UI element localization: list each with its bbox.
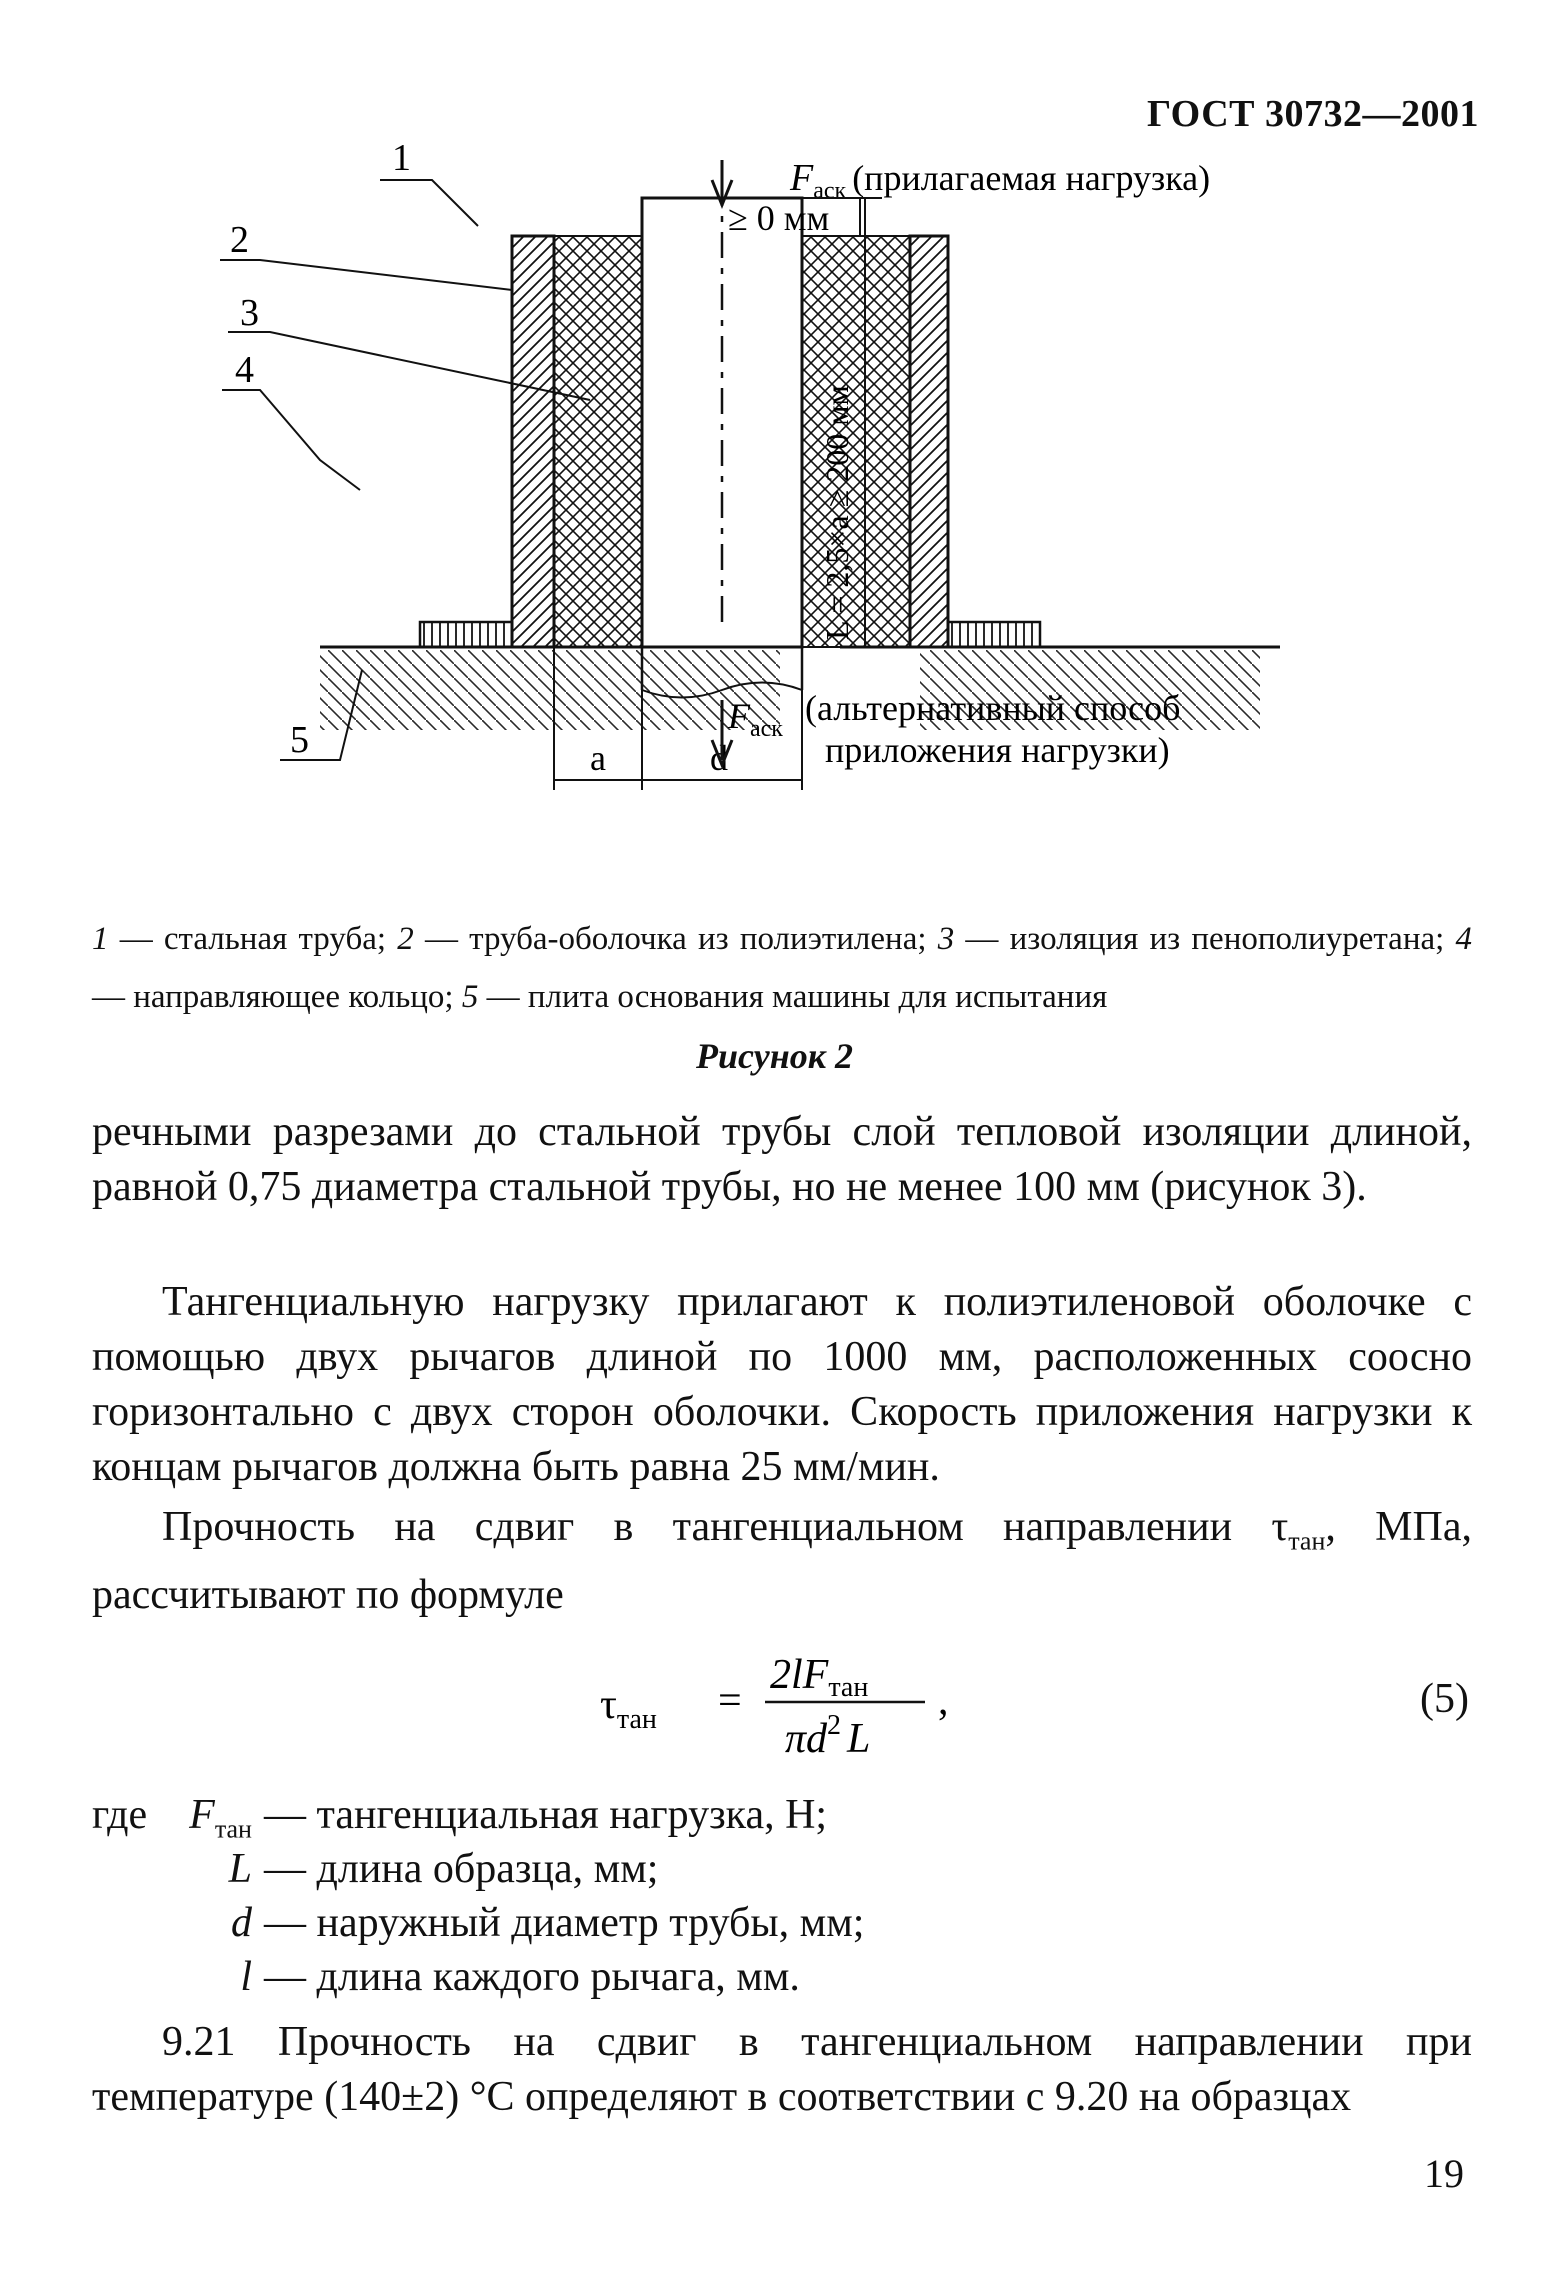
figure-caption [92,910,1472,1026]
legend-symbol: d [231,1900,252,1946]
load-bottom-symbol: $F_{аск}$ [728,696,783,742]
label-3: 3 [240,292,259,334]
p3-end: , МПа, рассчитывают по формуле [92,1504,1472,1619]
svg-text:πd2L: $\pi d^2$ L [785,1710,871,1762]
caption-num-5: 5 [461,979,479,1015]
label-4: 4 [235,349,254,391]
legend-symbol: $F_{тан}$ [189,1792,252,1844]
label-5: 5 [290,719,309,761]
label-1: 1 [392,137,411,179]
test-setup-drawing [230,137,1300,900]
caption-text-4: — направляющее кольцо; [92,979,462,1015]
legend-description: — наружный диаметр трубы, мм; [264,1900,865,1946]
svg-text:=: = [718,1678,742,1724]
formula-5 [600,1640,1020,1760]
caption-text-5: — плита основания машины для испытания [478,979,1108,1015]
svg-text:τтан: $\tau_{тан}$ [600,1682,657,1735]
caption-text-2: — труба-оболочка из полиэтилена; [413,921,938,957]
paragraph-9-21: 9.21 Прочность на сдвиг в тангенциальном направлении при температуре (140±2) °С определяют в соответствии с 9.20 на образцах [92,2019,1472,2120]
foam-insulation-left [554,236,642,647]
caption-num-3: 3 [937,921,955,957]
length-dimension-label: L = 2,5×a ≥ 200 мм [819,385,855,640]
formula-graphic [600,1640,1020,1770]
label-2: 2 [230,219,249,261]
legend-description: — длина каждого рычага, мм. [264,1954,800,2000]
legend-symbol: l [240,1954,252,2000]
guide-ring-right [948,622,1040,647]
paragraph-tangential-load: Тангенциальную нагрузку прилагают к полиэтиленовой оболочке с помощью двух рычагов длиной по 1000 мм, расположенных соосно горизонтально с двух сторон оболочки. Скорость приложения нагрузки к концам рычагов должна быть равна 25 мм/мин. [92,1279,1472,1490]
dimension-d-label: d [710,738,728,778]
legend-prefix: где [92,1792,148,1838]
caption-num-2: 2 [397,921,414,957]
svg-text:2lFтан: 2lFтан [770,1652,869,1703]
figure-2-diagram [230,137,1300,900]
p3-start: Прочность на сдвиг в тангенциальном направлении τ [162,1504,1289,1550]
caption-num-1: 1 [92,921,109,957]
load-bottom-note-line1: (альтернативный способ [805,688,1181,728]
load-top-symbol: $F_{аск}$ (прилагаемая нагрузка) [790,157,1211,204]
p3-sub: тан [1288,1526,1326,1556]
pe-casing-right [910,236,948,647]
dimension-a-label: a [590,738,606,778]
figure-title: Рисунок 2 [696,1036,853,1076]
page-number: 19 [1424,2151,1464,2196]
load-bottom-note-line2: приложения нагрузки) [825,730,1170,770]
guide-ring-left [420,622,512,647]
pe-casing-left [512,236,554,647]
caption-text-3: — изоляция из пенополиуретана; [954,921,1456,957]
paragraph-shear-strength [92,1500,1472,1623]
legend-description: — тангенциальная нагрузка, Н; [264,1792,828,1838]
steel-pipe [642,180,802,698]
standard-code-header: ГОСТ 30732—2001 [1146,93,1479,135]
caption-num-4: 4 [1455,921,1472,957]
legend-description: — длина образца, мм; [264,1846,659,1892]
gap-dimension-label: ≥ 0 мм [728,198,830,238]
caption-text-1: — стальная труба; [108,921,398,957]
svg-text:,: , [938,1678,949,1724]
legend-symbol: L [228,1846,252,1892]
formula-number: (5) [1420,1676,1469,1722]
paragraph-continuation: речными разрезами до стальной трубы слой тепловой изоляции длиной, равной 0,75 диаметра стальной трубы, но не менее 100 мм (рисунок 3). [92,1109,1472,1210]
